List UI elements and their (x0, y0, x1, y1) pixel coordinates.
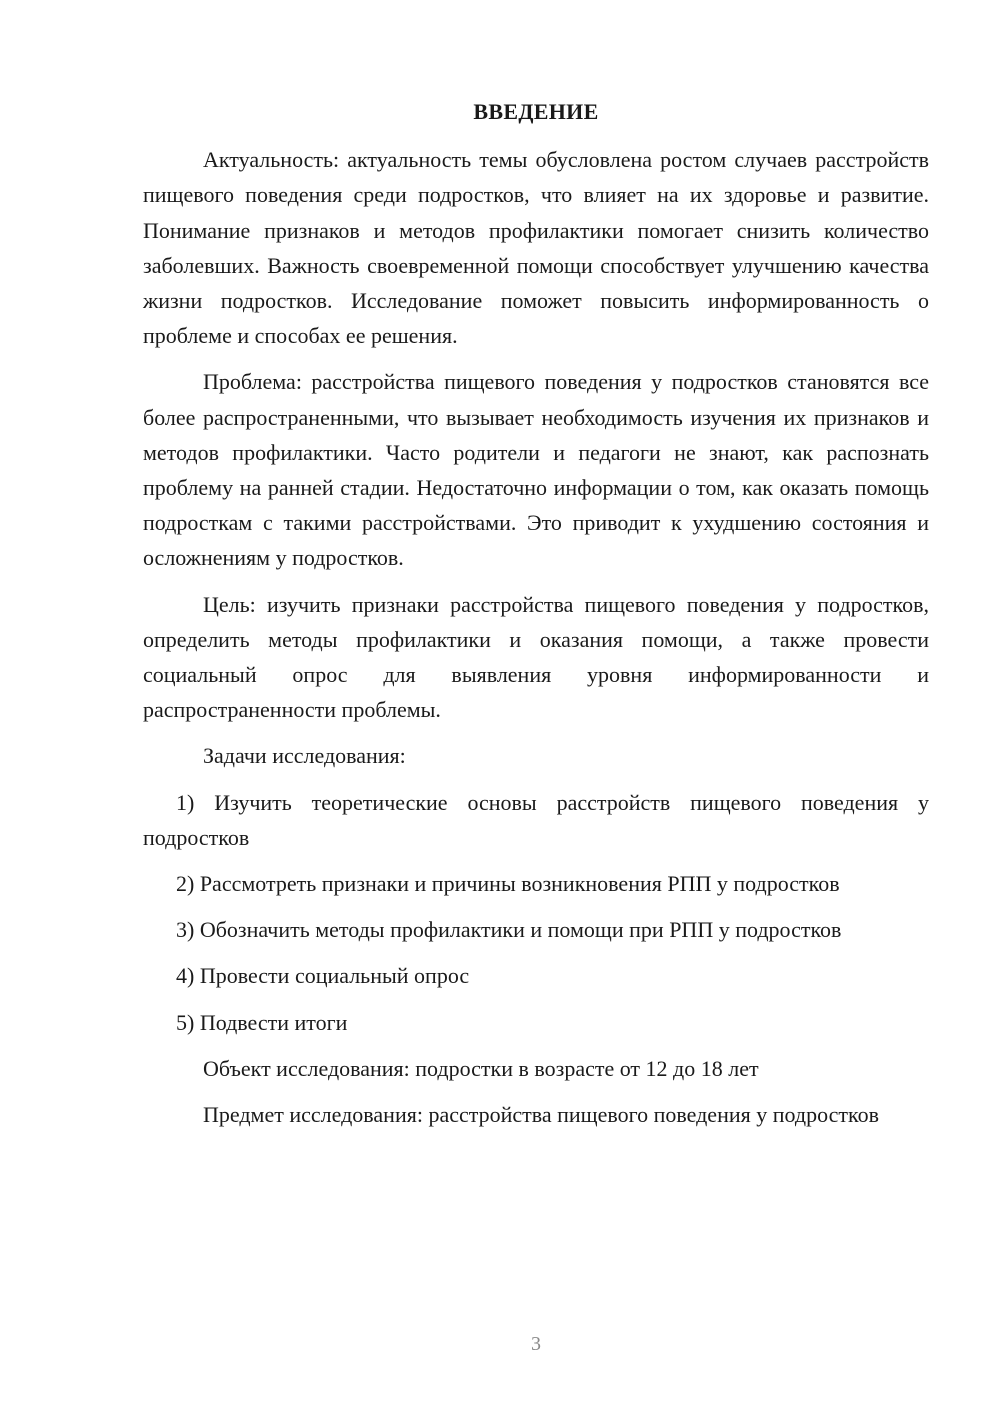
research-object: Объект исследования: подростки в возрасте от 12 до 18 лет (203, 1055, 759, 1081)
tasks-heading: Задачи исследования: (203, 743, 406, 769)
goal-paragraph: Цель: изучить признаки расстройства пищевого поведения у подростков, определить методы профилактики и оказания помощи, а также провести социальный опрос для выявления уровня информированности и распространенности проблемы. (143, 591, 929, 723)
task-item: 1) Изучить теоретические основы расстройств пищевого поведения у подростков (143, 789, 929, 850)
task-item: 3) Обозначить методы профилактики и помощи при РПП у подростков (176, 917, 842, 943)
section-title: ВВЕДЕНИЕ (473, 99, 599, 124)
page-content (143, 94, 929, 1143)
task-item: 2) Рассмотреть признаки и причины возникновения РПП у подростков (176, 871, 840, 897)
task-item: 4) Провести социальный опрос (176, 963, 470, 989)
research-subject: Предмет исследования: расстройства пищевого поведения у подростков (203, 1102, 879, 1128)
page-number: 3 (531, 1333, 541, 1355)
problem-paragraph: Проблема: расстройства пищевого поведения у подростков становятся все более распространенными, что вызывает необходимость изучения их признаков и методов профилактики. Часто родители и педагоги не знают, как распознать проблему на ранней стадии. Недостаточно информации о том, как оказать помощь подросткам с такими расстройствами. Это приводит к ухудшению состояния и осложнениям у подростков. (143, 369, 929, 571)
task-item: 5) Подвести итоги (176, 1009, 348, 1035)
relevance-paragraph: Актуальность: актуальность темы обусловлена ростом случаев расстройств пищевого поведения среди подростков, что влияет на их здоровье и развитие. Понимание признаков и методов профилактики помогает снизить количество заболевших. Важность своевременной помощи способствует улучшению качества жизни подростков. Исследование поможет повысить информированность о проблеме и способах ее решения. (143, 147, 929, 349)
